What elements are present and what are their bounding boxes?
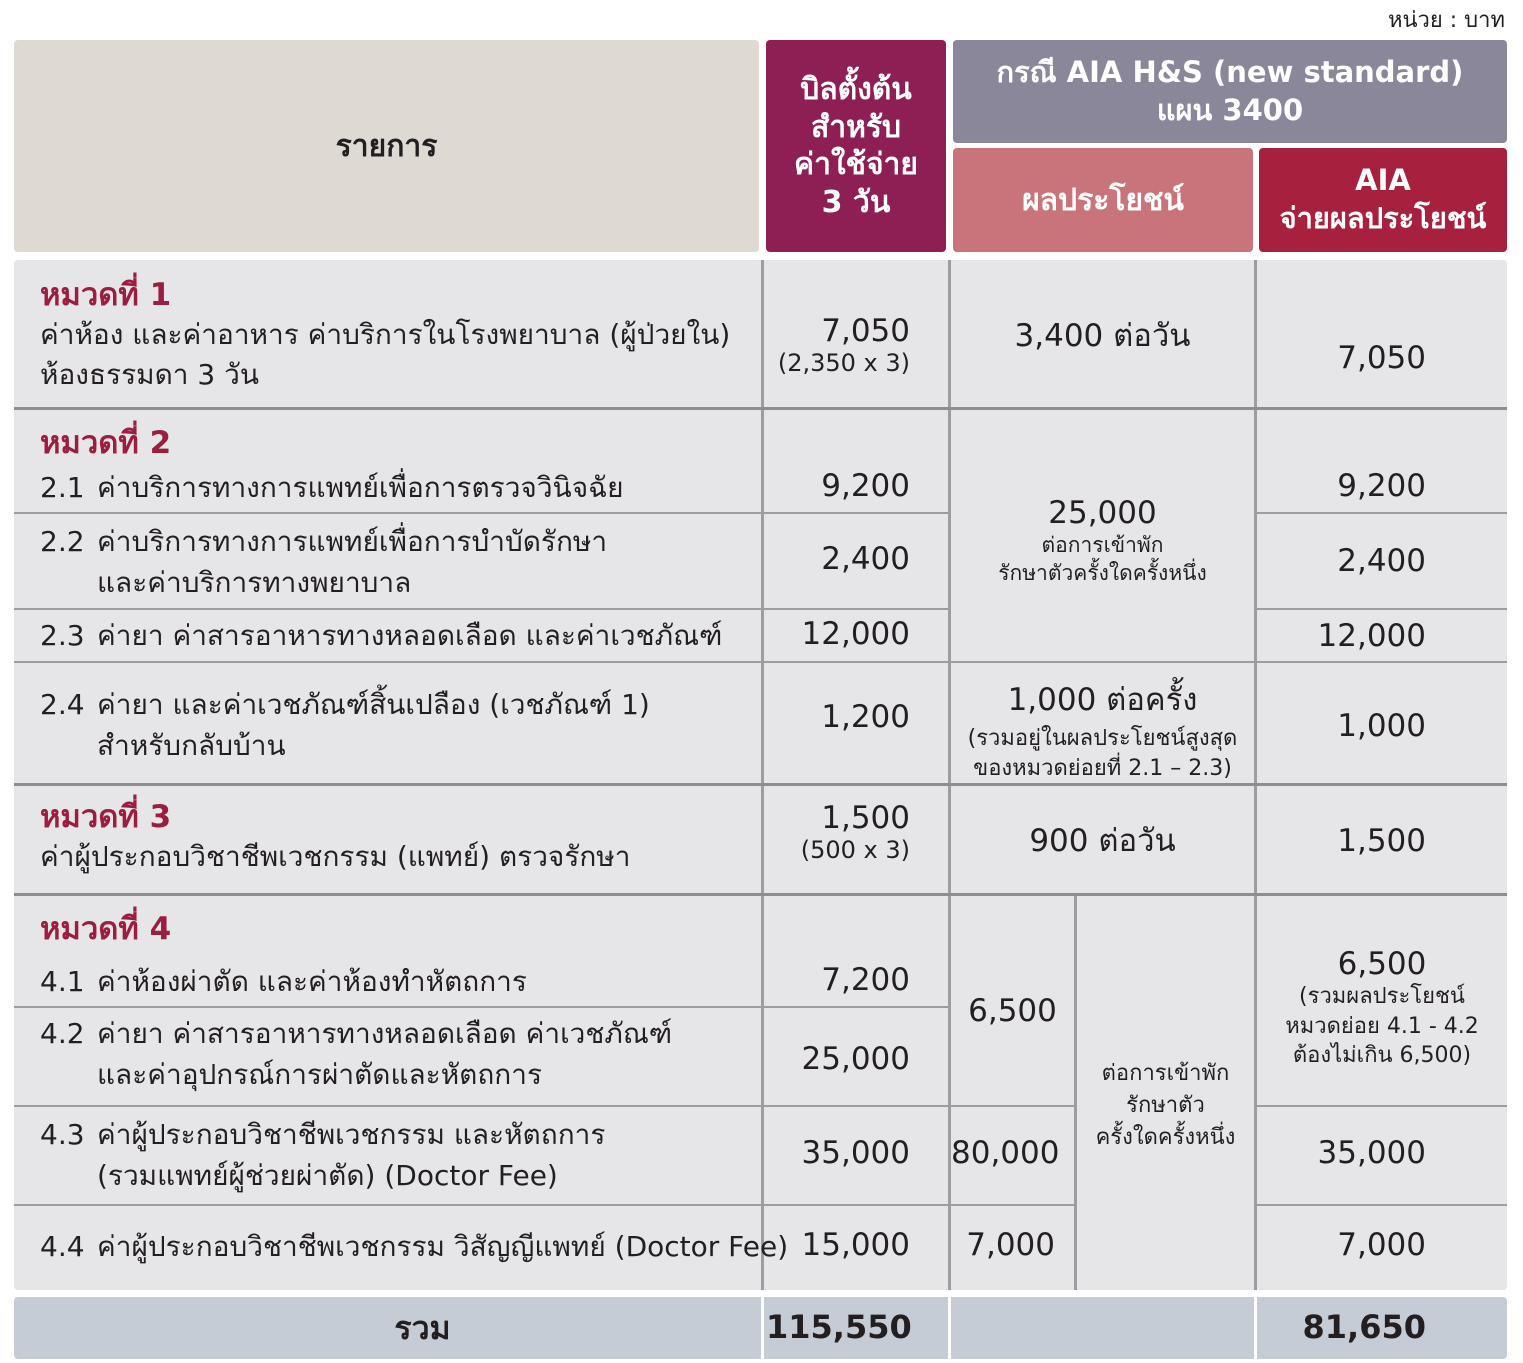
header-case bbox=[953, 40, 1507, 143]
benefit-value: 1,000 ต่อครั้ง bbox=[1007, 682, 1198, 718]
column-divider bbox=[761, 260, 764, 1290]
item-2-2 bbox=[40, 522, 607, 603]
benefit-value: 6,500 bbox=[968, 993, 1057, 1029]
header-aia-line: จ่ายผลประโยชน์ bbox=[1279, 201, 1487, 235]
header-bill bbox=[766, 40, 946, 252]
item-2-4-aia: 1,000 bbox=[1337, 708, 1426, 744]
item-number: 2.3 bbox=[40, 619, 85, 652]
item-4-1 bbox=[40, 962, 527, 1003]
category-1-title: หมวดที่ 1 bbox=[40, 277, 172, 313]
category-4-benefit-note bbox=[1077, 1058, 1254, 1154]
item-2-2-bill: 2,400 bbox=[821, 541, 910, 577]
item-4-3-benefit: 80,000 bbox=[951, 1135, 1060, 1171]
row-divider bbox=[1256, 1105, 1507, 1107]
header-benefit-label: ผลประโยชน์ bbox=[1022, 182, 1184, 218]
category-4-title: หมวดที่ 4 bbox=[40, 911, 172, 947]
item-4-3-aia: 35,000 bbox=[1317, 1135, 1426, 1171]
item-4-4-aia: 7,000 bbox=[1337, 1227, 1426, 1263]
item-text: สำหรับกลับบ้าน bbox=[97, 728, 286, 762]
item-text: และค่าอุปกรณ์การผ่าตัดและหัตถการ bbox=[97, 1057, 543, 1091]
bill-note: (500 x 3) bbox=[800, 836, 910, 864]
row-divider bbox=[14, 1105, 1075, 1107]
header-item-label: รายการ bbox=[335, 128, 438, 164]
aia-value: 6,500 bbox=[1337, 946, 1427, 982]
item-2-4-benefit bbox=[951, 674, 1254, 783]
item-text: ค่าบริการทางการแพทย์เพื่อการตรวจวินิจฉัย bbox=[97, 471, 624, 504]
column-divider bbox=[761, 1297, 764, 1359]
header-item bbox=[14, 40, 759, 252]
benefit-note: รักษาตัว bbox=[1126, 1092, 1205, 1118]
item-2-3 bbox=[40, 616, 722, 657]
category-1-line: ห้องธรรมดา 3 วัน bbox=[40, 358, 259, 392]
benefit-value: 3,400 ต่อวัน bbox=[1014, 317, 1191, 354]
item-text: (รวมแพทย์ผู้ช่วยผ่าตัด) (Doctor Fee) bbox=[97, 1158, 558, 1192]
item-number: 2.4 bbox=[40, 688, 85, 721]
category-3-bill bbox=[766, 800, 910, 864]
category-divider bbox=[14, 407, 1507, 410]
item-text: ค่าห้องผ่าตัด และค่าห้องทำหัตถการ bbox=[97, 965, 527, 998]
aia-note: (รวมผลประโยชน์ bbox=[1299, 984, 1465, 1009]
item-2-2-aia: 2,400 bbox=[1337, 543, 1426, 579]
category-3-line: ค่าผู้ประกอบวิชาชีพเวชกรรม (แพทย์) ตรวจรักษา bbox=[40, 839, 631, 873]
benefit-note: ต่อการเข้าพัก bbox=[1041, 533, 1164, 557]
category-3-benefit bbox=[951, 786, 1254, 893]
benefit-value: 25,000 bbox=[1048, 495, 1157, 531]
category-3-description bbox=[40, 798, 755, 877]
item-2-1 bbox=[40, 468, 624, 509]
bill-value: 7,050 bbox=[821, 313, 910, 349]
benefit-note: ของหมวดย่อยที่ 2.1 – 2.3) bbox=[973, 755, 1232, 781]
category-2-benefit bbox=[951, 495, 1254, 588]
row-divider bbox=[14, 661, 1507, 663]
total-label-text: รวม bbox=[394, 1308, 451, 1347]
item-4-1-4-2-benefit bbox=[951, 896, 1074, 1126]
item-number: 4.1 bbox=[40, 965, 85, 998]
column-divider bbox=[1254, 1297, 1257, 1359]
bill-value: 1,500 bbox=[821, 800, 910, 836]
column-divider bbox=[948, 1297, 951, 1359]
item-text: ค่าผู้ประกอบวิชาชีพเวชกรรม วิสัญญีแพทย์ (Doctor Fee) bbox=[97, 1230, 789, 1263]
benefit-note: รักษาตัวครั้งใดครั้งหนึ่ง bbox=[998, 561, 1207, 586]
total-aia: 81,650 bbox=[1302, 1308, 1426, 1346]
header-bill-line: สำหรับ bbox=[810, 109, 902, 145]
row-divider bbox=[14, 608, 949, 610]
total-label bbox=[14, 1297, 761, 1359]
item-4-3 bbox=[40, 1115, 605, 1196]
item-text: และค่าบริการทางพยาบาล bbox=[97, 565, 412, 599]
category-2-title: หมวดที่ 2 bbox=[40, 425, 172, 461]
category-3-aia: 1,500 bbox=[1337, 823, 1426, 859]
item-4-3-bill: 35,000 bbox=[801, 1135, 910, 1171]
benefit-note: ครั้งใดครั้งหนึ่ง bbox=[1095, 1124, 1236, 1150]
header-case-line: กรณี AIA H&S (new standard) bbox=[996, 54, 1464, 89]
item-2-3-bill: 12,000 bbox=[801, 616, 910, 652]
row-divider bbox=[14, 512, 949, 514]
item-text: ค่ายา และค่าเวชภัณฑ์สิ้นเปลือง (เวชภัณฑ์ 1) bbox=[97, 688, 650, 721]
category-1-line: ค่าห้อง และค่าอาหาร ค่าบริการในโรงพยาบาล (ผู้ป่วยใน) bbox=[40, 317, 731, 351]
item-number: 4.4 bbox=[40, 1230, 85, 1263]
item-number: 4.2 bbox=[40, 1017, 85, 1050]
item-text: ค่ายา ค่าสารอาหารทางหลอดเลือด ค่าเวชภัณฑ์ bbox=[97, 1017, 673, 1050]
item-4-1-4-2-aia bbox=[1258, 946, 1506, 1071]
row-divider bbox=[1256, 1204, 1507, 1206]
category-3-title: หมวดที่ 3 bbox=[40, 799, 172, 835]
aia-note: หมวดย่อย 4.1 - 4.2 bbox=[1285, 1013, 1479, 1039]
item-4-4-benefit: 7,000 bbox=[966, 1227, 1055, 1263]
item-4-4-bill: 15,000 bbox=[801, 1227, 910, 1263]
item-2-4 bbox=[40, 685, 650, 766]
total-bill: 115,550 bbox=[766, 1308, 912, 1346]
header-bill-line: ค่าใช้จ่าย bbox=[794, 147, 918, 182]
item-2-4-bill: 1,200 bbox=[821, 699, 910, 735]
item-number: 2.1 bbox=[40, 471, 85, 504]
item-2-3-aia: 12,000 bbox=[1317, 618, 1426, 654]
item-4-4 bbox=[40, 1227, 788, 1268]
category-1-bill bbox=[766, 313, 910, 377]
header-bill-line: 3 วัน bbox=[821, 184, 891, 220]
item-2-1-aia: 9,200 bbox=[1337, 468, 1426, 504]
aia-value: 7,050 bbox=[1337, 340, 1426, 376]
item-text: ค่าผู้ประกอบวิชาชีพเวชกรรม และหัตถการ bbox=[97, 1118, 606, 1151]
row-divider bbox=[1256, 512, 1507, 514]
item-2-1-bill: 9,200 bbox=[821, 468, 910, 504]
aia-note: ต้องไม่เกิน 6,500) bbox=[1292, 1043, 1472, 1069]
item-text: ค่าบริการทางการแพทย์เพื่อการบำบัดรักษา bbox=[97, 525, 608, 558]
benefit-note: ต่อการเข้าพัก bbox=[1101, 1061, 1230, 1086]
category-divider bbox=[14, 783, 1507, 786]
category-1-aia bbox=[1258, 340, 1426, 376]
item-number: 2.2 bbox=[40, 525, 85, 558]
item-number: 4.3 bbox=[40, 1118, 85, 1151]
bill-note: (2,350 x 3) bbox=[777, 349, 910, 377]
category-divider bbox=[14, 893, 1507, 896]
row-divider bbox=[1256, 608, 1507, 610]
header-benefit bbox=[953, 148, 1253, 252]
category-1-description bbox=[40, 276, 755, 396]
header-aia-line: AIA bbox=[1355, 163, 1411, 198]
benefit-value: 900 ต่อวัน bbox=[1029, 822, 1176, 859]
column-divider bbox=[1254, 260, 1257, 1290]
header-aia-pay bbox=[1259, 148, 1507, 252]
category-1-benefit bbox=[951, 262, 1254, 407]
item-4-2 bbox=[40, 1014, 672, 1095]
row-divider bbox=[14, 1006, 949, 1008]
item-text: ค่ายา ค่าสารอาหารทางหลอดเลือด และค่าเวชภัณฑ์ bbox=[97, 619, 723, 652]
header-case-line: แผน 3400 bbox=[1156, 92, 1304, 127]
header-bill-line: บิลตั้งต้น bbox=[800, 72, 912, 107]
item-4-1-bill: 7,200 bbox=[821, 962, 910, 998]
row-divider bbox=[14, 1204, 1075, 1206]
benefit-note: (รวมอยู่ในผลประโยชน์สูงสุด bbox=[967, 726, 1238, 751]
item-4-2-bill: 25,000 bbox=[801, 1041, 910, 1077]
unit-label: หน่วย : บาท bbox=[1387, 8, 1505, 33]
